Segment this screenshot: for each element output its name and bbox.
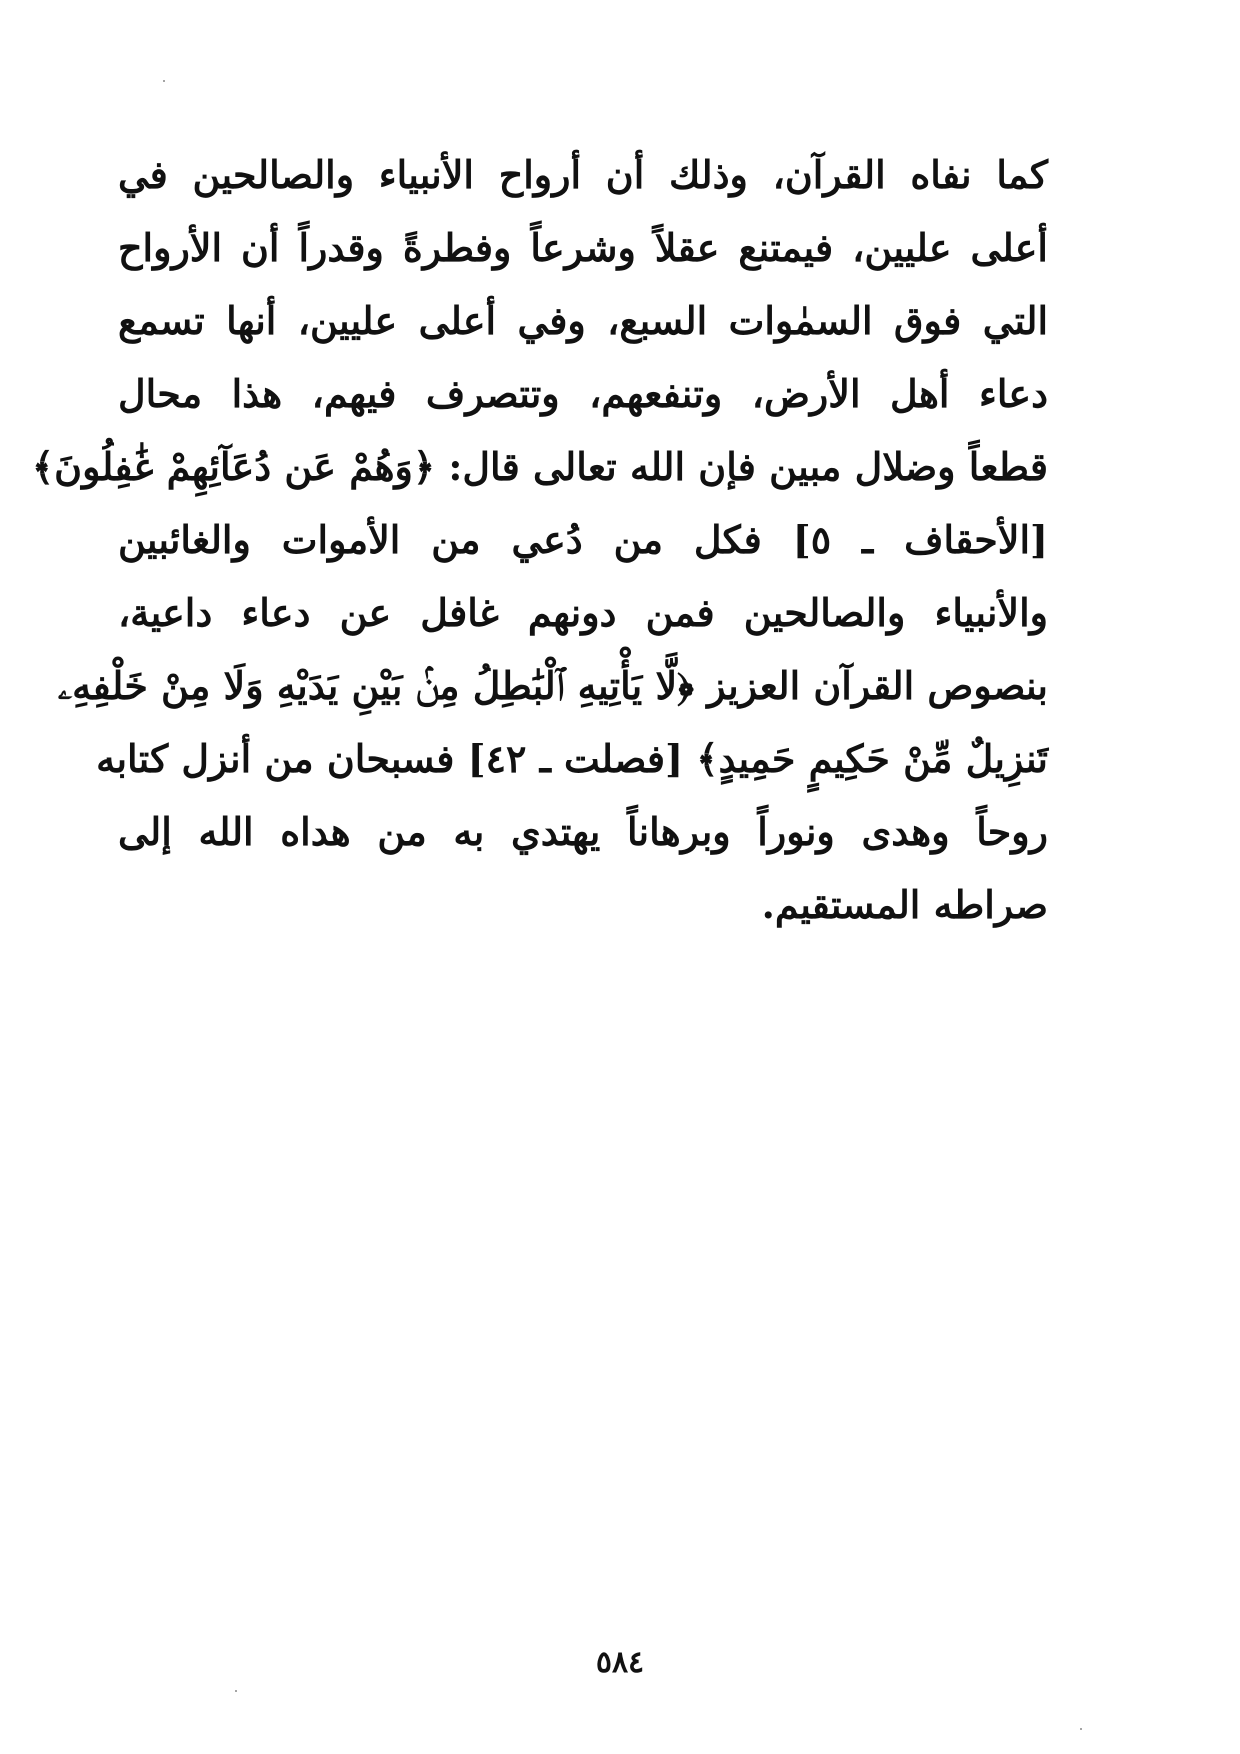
scan-speck [1080,1728,1082,1730]
text-line-7: والأنبياء والصالحين فمن دونهم غافل عن دعاء داعية، [118,590,1048,635]
body-text [31,138,1049,941]
text-line-9: تَنزِيلٌ مِّنْ حَكِيمٍ حَمِيدٍ﴾ [فصلت ـ ٤٢] فسبحان من أنزل كتابه [96,736,1048,781]
text-line-3: التي فوق السمٰوات السبع، وفي أعلى عليين، أنها تسمع [118,298,1048,343]
text-line-5: قطعاً وضلال مبين فإن الله تعالى قال: ﴿وَهُمْ عَن دُعَآئِهِمْ غَٰفِلُونَ﴾ [31,444,1048,489]
text-line-4: دعاء أهل الأرض، وتنفعهم، وتتصرف فيهم، هذا محال [118,371,1048,416]
text-line-2: أعلى عليين، فيمتنع عقلاً وشرعاً وفطرةً وقدراً أن الأرواح [118,225,1048,270]
scan-speck [163,80,165,82]
text-line-10: روحاً وهدى ونوراً وبرهاناً يهتدي به من هداه الله إلى [118,809,1048,854]
scan-speck [235,1690,237,1692]
text-line-8: بنصوص القرآن العزيز ﴿لَّا يَأْتِيهِ ٱلْبَٰطِلُ مِنۢ بَيْنِ يَدَيْهِ وَلَا مِنْ خَلْفِهِۦ [57,663,1048,708]
text-line-11: صراطه المستقيم. [761,882,1048,927]
page-number: ٥٨٤ [595,1645,645,1680]
text-line-6: [الأحقاف ـ ٥] فكل من دُعي من الأموات والغائبين [118,517,1049,562]
text-line-1: كما نفاه القرآن، وذلك أن أرواح الأنبياء والصالحين في [118,152,1048,197]
